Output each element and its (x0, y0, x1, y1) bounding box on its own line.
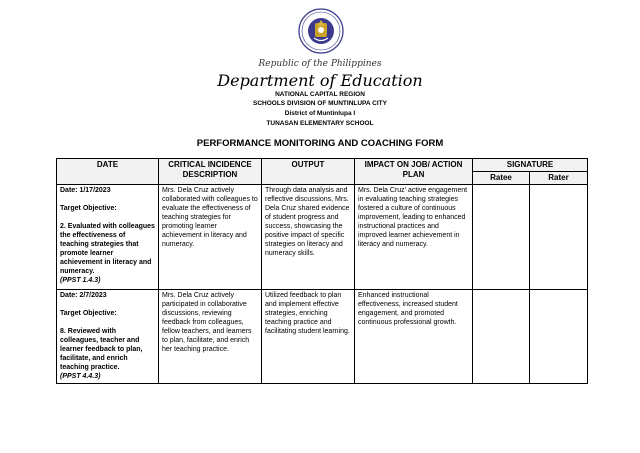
form-title: PERFORMANCE MONITORING AND COACHING FORM (196, 138, 444, 149)
output-cell: Utilized feedback to plan and implement effective strategies, enriching teaching practice and facilitating student learning. (262, 290, 355, 384)
impact-cell: Mrs. Dela Cruz' active engagement in evaluating teaching strategies fostered a culture of continuous improvement, leading to enhanced instructional practices and improved learner achievement in literacy and numeracy. (355, 185, 473, 290)
table-row (57, 185, 588, 290)
header-output: OUTPUT (262, 159, 355, 185)
objective-text: 2. Evaluated with colleagues the effectiveness of teaching strategies that promote learner achievement in literacy and numeracy. (60, 223, 155, 275)
republic-text: Republic of the Philippines (258, 59, 382, 69)
rater-signature-cell (530, 290, 588, 384)
ppst-code: (PPST 1.4.3) (60, 277, 101, 284)
rater-signature-cell (530, 185, 588, 290)
row-date: Date: 2/7/2023 (60, 292, 107, 299)
ppst-code: (PPST 4.4.3) (60, 373, 101, 380)
district-text: District of Muntinlupa I (284, 110, 356, 117)
output-cell: Through data analysis and reflective discussions, Mrs. Dela Cruz shared evidence of student progress and success, showcasing the positive impact of specific strategies on literacy and numeracy skills. (262, 185, 355, 290)
header-rater: Rater (530, 172, 588, 185)
header-date: DATE (57, 159, 159, 185)
ratee-signature-cell (473, 290, 530, 384)
critical-incidence-cell: Mrs. Dela Cruz actively collaborated with colleagues to evaluate the effectiveness of teaching strategies for promoting learner achievement in literacy and numeracy. (159, 185, 262, 290)
table-row (57, 290, 588, 384)
table-header-row (57, 159, 588, 172)
ratee-signature-cell (473, 185, 530, 290)
division-text: SCHOOLS DIVISION OF MUNTINLUPA CITY (253, 100, 387, 107)
header-ratee: Ratee (473, 172, 530, 185)
target-objective-label: Target Objective: (60, 205, 117, 212)
deped-seal-logo (298, 8, 344, 54)
impact-cell: Enhanced instructional effectiveness, increased student engagement, and promoted continuous professional growth. (355, 290, 473, 384)
department-title: Department of Education (217, 71, 423, 90)
header-signature: SIGNATURE (473, 159, 588, 172)
date-objective-cell (57, 290, 159, 384)
date-objective-cell (57, 185, 159, 290)
coaching-table (56, 158, 588, 384)
school-text: TUNASAN ELEMENTARY SCHOOL (266, 120, 374, 127)
region-text: NATIONAL CAPITAL REGION (275, 91, 365, 98)
header-critical-incidence: CRITICAL INCIDENCE DESCRIPTION (159, 159, 262, 185)
target-objective-label: Target Objective: (60, 310, 117, 317)
objective-text: 8. Reviewed with colleagues, teacher and learner feedback to plan, facilitate, and enrich teaching practice. (60, 328, 143, 371)
critical-incidence-cell: Mrs. Dela Cruz actively participated in collaborative discussions, reviewing feedback from colleagues, fellow teachers, and learners to plan, facilitate, and enrich her teaching practice. (159, 290, 262, 384)
header-impact: IMPACT ON JOB/ ACTION PLAN (355, 159, 473, 185)
row-date: Date: 1/17/2023 (60, 187, 111, 194)
